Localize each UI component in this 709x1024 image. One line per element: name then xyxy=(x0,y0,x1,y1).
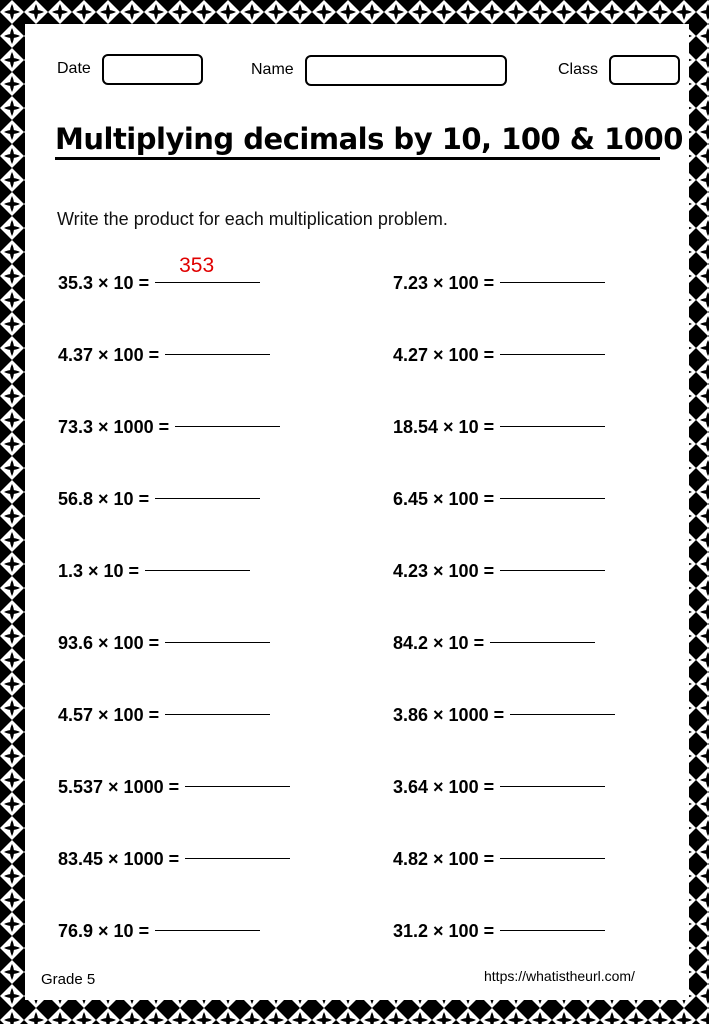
name-field[interactable] xyxy=(305,55,507,86)
problem-left-7 xyxy=(58,696,270,726)
answer-blank[interactable] xyxy=(500,840,605,859)
problem-expression: 35.3 × 10 = xyxy=(58,273,150,293)
problem-left-5 xyxy=(58,552,250,582)
problem-left-1 xyxy=(58,254,260,294)
answer-blank[interactable] xyxy=(155,480,260,499)
answer-blank[interactable] xyxy=(175,408,280,427)
site-url[interactable]: https://whatistheurl.com/ xyxy=(484,968,635,984)
problem-right-9 xyxy=(393,840,605,870)
answer-blank[interactable] xyxy=(500,480,605,499)
problem-expression: 5.537 × 1000 = xyxy=(58,777,180,797)
worksheet-page xyxy=(25,24,689,1000)
problem-expression: 73.3 × 1000 = xyxy=(58,417,170,437)
answer-blank[interactable] xyxy=(165,696,270,715)
answer-blank[interactable] xyxy=(185,768,290,787)
problem-expression: 3.64 × 100 = xyxy=(393,777,495,797)
problem-expression: 76.9 × 10 = xyxy=(58,921,150,941)
problem-expression: 6.45 × 100 = xyxy=(393,489,495,509)
problem-left-6 xyxy=(58,624,270,654)
answer-blank[interactable] xyxy=(155,254,260,283)
answer-blank[interactable] xyxy=(165,336,270,355)
problem-expression: 4.27 × 100 = xyxy=(393,345,495,365)
answer-blank[interactable] xyxy=(185,840,290,859)
title-underline xyxy=(55,157,660,160)
problem-expression: 31.2 × 100 = xyxy=(393,921,495,941)
problem-left-8 xyxy=(58,768,290,798)
class-label: Class xyxy=(558,61,599,78)
problem-right-10 xyxy=(393,912,605,942)
problem-expression: 56.8 × 10 = xyxy=(58,489,150,509)
answer-blank[interactable] xyxy=(500,768,605,787)
answer-blank[interactable] xyxy=(500,264,605,283)
problem-right-8 xyxy=(393,768,605,798)
grade-label: Grade 5 xyxy=(41,971,96,988)
answer-blank[interactable] xyxy=(500,336,605,355)
problem-expression: 4.37 × 100 = xyxy=(58,345,160,365)
problem-expression: 3.86 × 1000 = xyxy=(393,705,505,725)
problem-left-2 xyxy=(58,336,270,366)
problem-right-6 xyxy=(393,624,595,654)
answer-blank[interactable] xyxy=(155,912,260,931)
answer-blank[interactable] xyxy=(165,624,270,643)
problem-left-3 xyxy=(58,408,280,438)
worksheet-title: Multiplying decimals by 10, 100 & 1000 xyxy=(55,122,683,156)
problem-right-3 xyxy=(393,408,605,438)
problem-expression: 4.23 × 100 = xyxy=(393,561,495,581)
problem-left-10 xyxy=(58,912,260,942)
problem-expression: 83.45 × 1000 = xyxy=(58,849,180,869)
problem-expression: 18.54 × 10 = xyxy=(393,417,495,437)
answer-blank[interactable] xyxy=(500,912,605,931)
problem-right-5 xyxy=(393,552,605,582)
problem-expression: 4.82 × 100 = xyxy=(393,849,495,869)
answer-text: 353 xyxy=(179,254,215,277)
answer-blank[interactable] xyxy=(500,552,605,571)
problem-expression: 1.3 × 10 = xyxy=(58,561,140,581)
problem-left-4 xyxy=(58,480,260,510)
class-field[interactable] xyxy=(609,55,680,85)
problem-expression: 93.6 × 100 = xyxy=(58,633,160,653)
answer-blank[interactable] xyxy=(510,696,615,715)
problem-expression: 7.23 × 100 = xyxy=(393,273,495,293)
problem-right-7 xyxy=(393,696,615,726)
instructions: Write the product for each multiplication problem. xyxy=(57,209,448,229)
date-field[interactable] xyxy=(102,54,203,85)
problem-right-2 xyxy=(393,336,605,366)
name-label: Name xyxy=(251,61,294,78)
problem-right-4 xyxy=(393,480,605,510)
answer-blank[interactable] xyxy=(500,408,605,427)
problem-left-9 xyxy=(58,840,290,870)
date-label: Date xyxy=(57,60,91,77)
answer-blank[interactable] xyxy=(145,552,250,571)
answer-blank[interactable] xyxy=(490,624,595,643)
problem-expression: 4.57 × 100 = xyxy=(58,705,160,725)
problem-expression: 84.2 × 10 = xyxy=(393,633,485,653)
problem-right-1 xyxy=(393,264,605,294)
